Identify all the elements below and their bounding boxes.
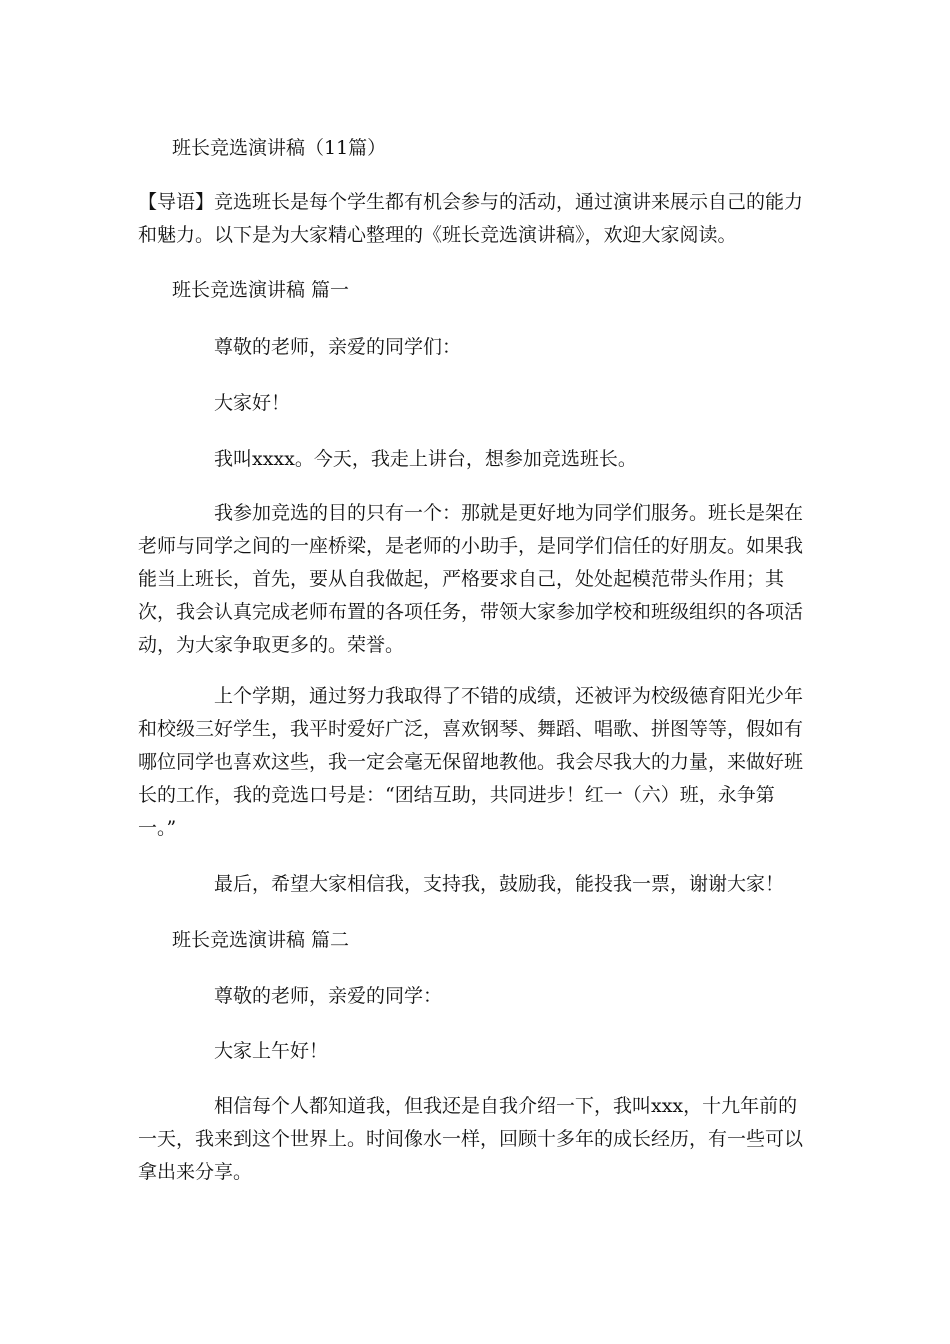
intro-paragraph: 【导语】竞选班长是每个学生都有机会参与的活动，通过演讲来展示自己的能力和魅力。以下是为大家精心整理的《班长竞选演讲稿》，欢迎大家阅读。 (138, 191, 804, 246)
section-1-paragraph-1: 我叫xxxx。今天，我走上讲台，想参加竞选班长。 (214, 448, 637, 470)
section-1-heading: 班长竞选演讲稿 篇一 (172, 279, 350, 301)
section-1-paragraph-4: 最后，希望大家相信我，支持我，鼓励我，能投我一票，谢谢大家！ (214, 873, 785, 895)
document-title: 班长竞选演讲稿（11篇） (172, 137, 387, 159)
section-2-hello: 大家上午好！ (214, 1040, 329, 1062)
section-1-paragraph-3: 上个学期，通过努力我取得了不错的成绩，还被评为校级德育阳光少年和校级三好学生，我平时爱好广泛，喜欢钢琴、舞蹈、唱歌、拼图等等，假如有哪位同学也喜欢这些，我一定会毫无保留地教他。我会尽我大的力量，来做好班长的工作，我的竞选口号是：“团结互助，共同进步！红一（六）班，永争第一。” (138, 685, 804, 839)
section-2-paragraph-1: 相信每个人都知道我，但我还是自我介绍一下，我叫xxx，十九年前的一天，我来到这个世界上。时间像水一样，回顾十多年的成长经历，有一些可以拿出来分享。 (138, 1095, 804, 1183)
section-2-heading: 班长竞选演讲稿 篇二 (172, 929, 350, 951)
section-1-paragraph-2: 我参加竞选的目的只有一个：那就是更好地为同学们服务。班长是架在老师与同学之间的一座桥梁，是老师的小助手，是同学们信任的好朋友。如果我能当上班长，首先，要从自我做起，严格要求自己，处处起模范带头作用；其次，我会认真完成老师布置的各项任务，带领大家参加学校和班级组织的各项活动，为大家争取更多的。荣誉。 (138, 502, 804, 656)
section-1-greeting: 尊敬的老师，亲爱的同学们： (214, 336, 462, 358)
section-2-greeting: 尊敬的老师，亲爱的同学： (214, 985, 443, 1007)
section-1-hello: 大家好！ (214, 392, 291, 414)
